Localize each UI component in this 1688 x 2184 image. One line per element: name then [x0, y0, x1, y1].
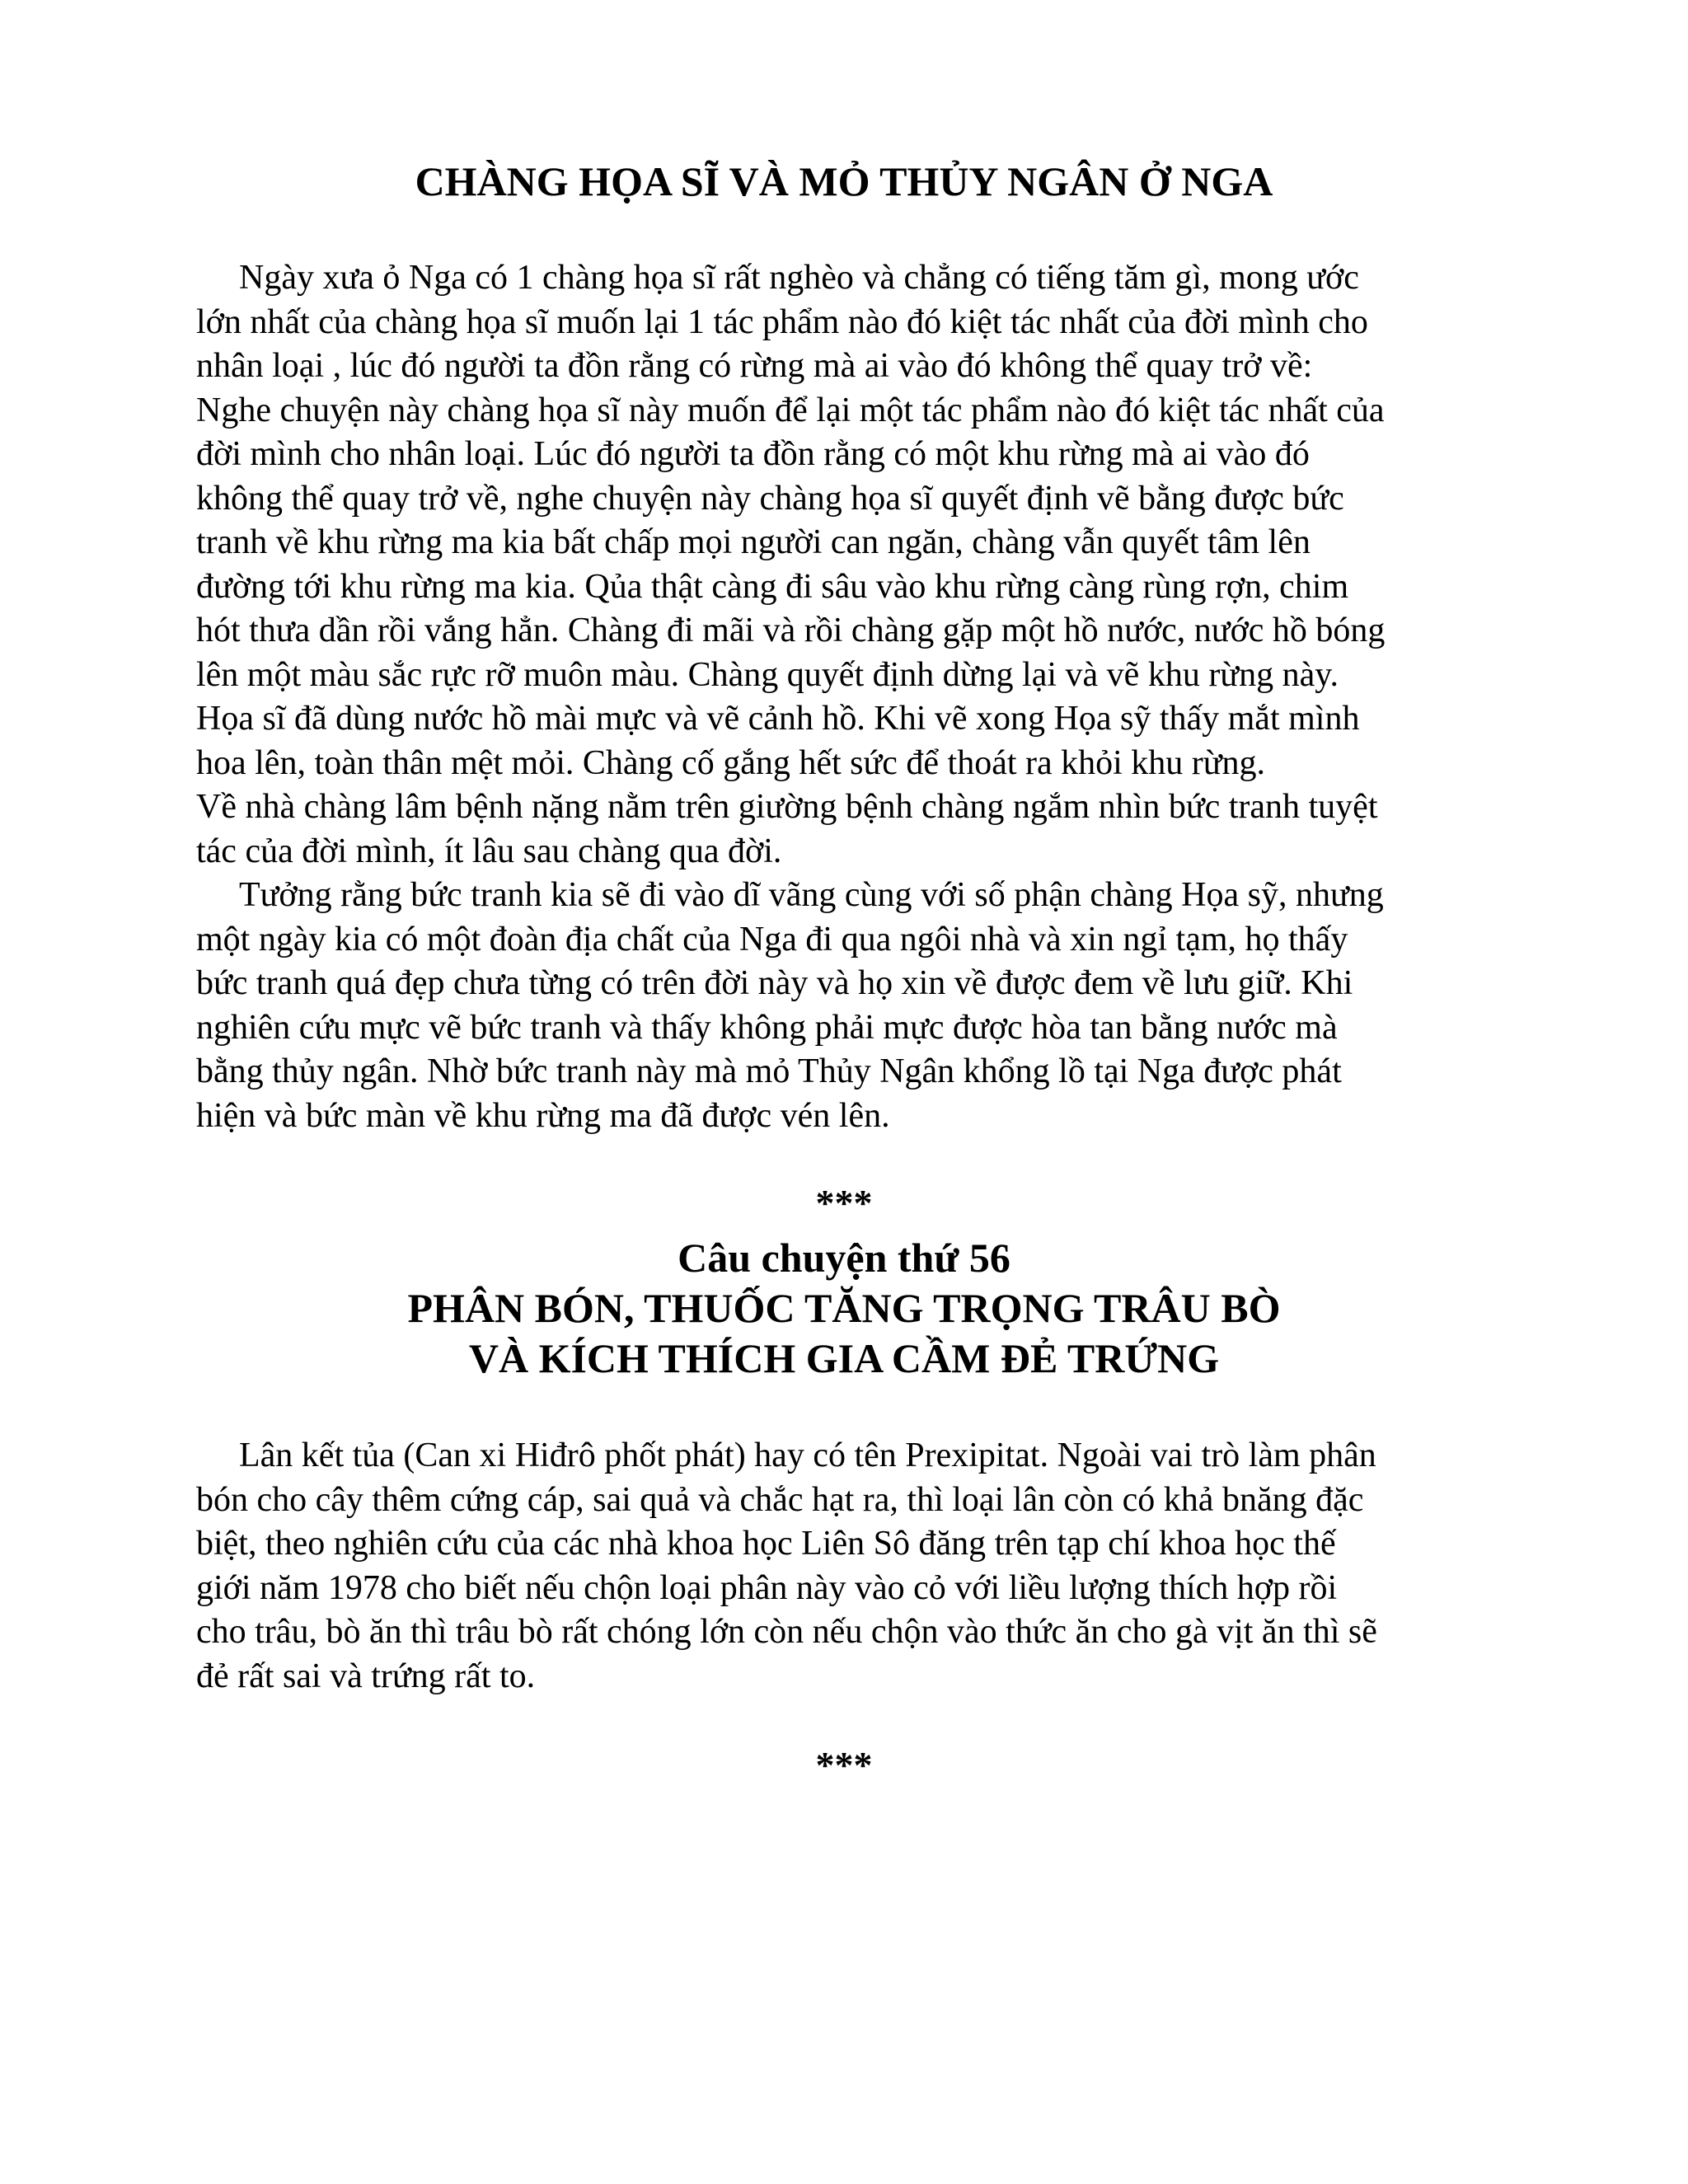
- story-title: CHÀNG HỌA SĨ VÀ MỎ THỦY NGÂN Ở NGA: [415, 158, 1273, 204]
- paragraph-line: lên một màu sắc rực rỡ muôn màu. Chàng quyết định dừng lại và vẽ khu rừng này.: [196, 655, 1339, 694]
- chapter-body: [196, 1434, 1515, 1699]
- paragraph-line: hót thưa dần rồi vắng hẳn. Chàng đi mãi và rồi chàng gặp một hồ nước, nước hồ bóng: [196, 612, 1386, 649]
- chapter-title-line: VÀ KÍCH THÍCH GIA CẦM ĐẺ TRỨNG: [468, 1335, 1220, 1381]
- paragraph-line: Họa sĩ đã dùng nước hồ mài mực và vẽ cảnh hồ. Khi vẽ xong Họa sỹ thấy mắt mình: [196, 700, 1360, 738]
- paragraph-line: đẻ rất sai và trứng rất to.: [196, 1657, 536, 1695]
- paragraph-line: giới năm 1978 cho biết nếu chộn loại phân này vào cỏ với liều lượng thích hợp rồi: [196, 1568, 1338, 1607]
- paragraph-line: lớn nhất của chàng họa sĩ muốn lại 1 tác phẩm nào đó kiệt tác nhất của đời mình cho: [196, 302, 1368, 341]
- chapter-heading: [0, 1233, 1688, 1384]
- paragraph-line: Nghe chuyện này chàng họa sĩ này muốn để lại một tác phẩm nào đó kiệt tác nhất của: [196, 391, 1385, 429]
- paragraph-line: bức tranh quá đẹp chưa từng có trên đời này và họ xin về được đem về lưu giữ. Khi: [196, 964, 1353, 1002]
- section-separator: ***: [815, 1744, 873, 1786]
- paragraph-line: nghiên cứu mực vẽ bức tranh và thấy không phải mực được hòa tan bằng nước mà: [196, 1008, 1338, 1047]
- paragraph-line: bằng thủy ngân. Nhờ bức tranh này mà mỏ Thủy Ngân khổng lồ tại Nga được phát: [196, 1052, 1342, 1090]
- paragraph-line: Lân kết tủa (Can xi Hiđrô phốt phát) hay có tên Prexipitat. Ngoài vai trò làm phân: [239, 1436, 1376, 1474]
- paragraph-line: hoa lên, toàn thân mệt mỏi. Chàng cố gắng hết sức để thoát ra khỏi khu rừng.: [196, 743, 1266, 782]
- paragraph-line: Tưởng rằng bức tranh kia sẽ đi vào dĩ vãng cùng với số phận chàng Họa sỹ, nhưng: [239, 876, 1384, 914]
- chapter-number: Câu chuyện thứ 56: [678, 1235, 1010, 1281]
- paragraph-line: bón cho cây thêm cứng cáp, sai quả và chắc hạt ra, thì loại lân còn có khả bnăng đặc: [196, 1480, 1364, 1519]
- paragraph-line: nhân loại , lúc đó người ta đồn rằng có rừng mà ai vào đó không thể quay trở về:: [196, 347, 1313, 385]
- paragraph-line: cho trâu, bò ăn thì trâu bò rất chóng lớn còn nếu chộn vào thức ăn cho gà vịt ăn thì sẽ: [196, 1613, 1377, 1651]
- story-body: [196, 256, 1515, 1138]
- section-separator: ***: [815, 1182, 873, 1224]
- paragraph-line: đời mình cho nhân loại. Lúc đó người ta đồn rằng có một khu rừng mà ai vào đó: [196, 435, 1310, 473]
- paragraph-line: Ngày xưa ỏ Nga có 1 chàng họa sĩ rất nghèo và chẳng có tiếng tăm gì, mong ước: [239, 259, 1359, 297]
- paragraph-line: tranh về khu rừng ma kia bất chấp mọi người can ngăn, chàng vẫn quyết tâm lên: [196, 523, 1311, 561]
- paragraph-line: không thể quay trở về, nghe chuyện này chàng họa sĩ quyết định vẽ bằng được bức: [196, 479, 1344, 518]
- paragraph-line: Về nhà chàng lâm bệnh nặng nằm trên giường bệnh chàng ngắm nhìn bức tranh tuyệt: [196, 788, 1378, 826]
- paragraph-line: tác của đời mình, ít lâu sau chàng qua đời.: [196, 832, 782, 870]
- paragraph-line: hiện và bức màn về khu rừng ma đã được vén lên.: [196, 1096, 890, 1135]
- paragraph-line: đường tới khu rừng ma kia. Qủa thật càng đi sâu vào khu rừng càng rùng rợn, chim: [196, 567, 1349, 606]
- paragraph-line: một ngày kia có một đoàn địa chất của Nga đi qua ngôi nhà và xin ngỉ tạm, họ thấy: [196, 920, 1348, 958]
- paragraph-line: biệt, theo nghiên cứu của các nhà khoa học Liên Sô đăng trên tạp chí khoa học thế: [196, 1525, 1336, 1563]
- chapter-title-line: PHÂN BÓN, THUỐC TĂNG TRỌNG TRÂU BÒ: [407, 1285, 1281, 1331]
